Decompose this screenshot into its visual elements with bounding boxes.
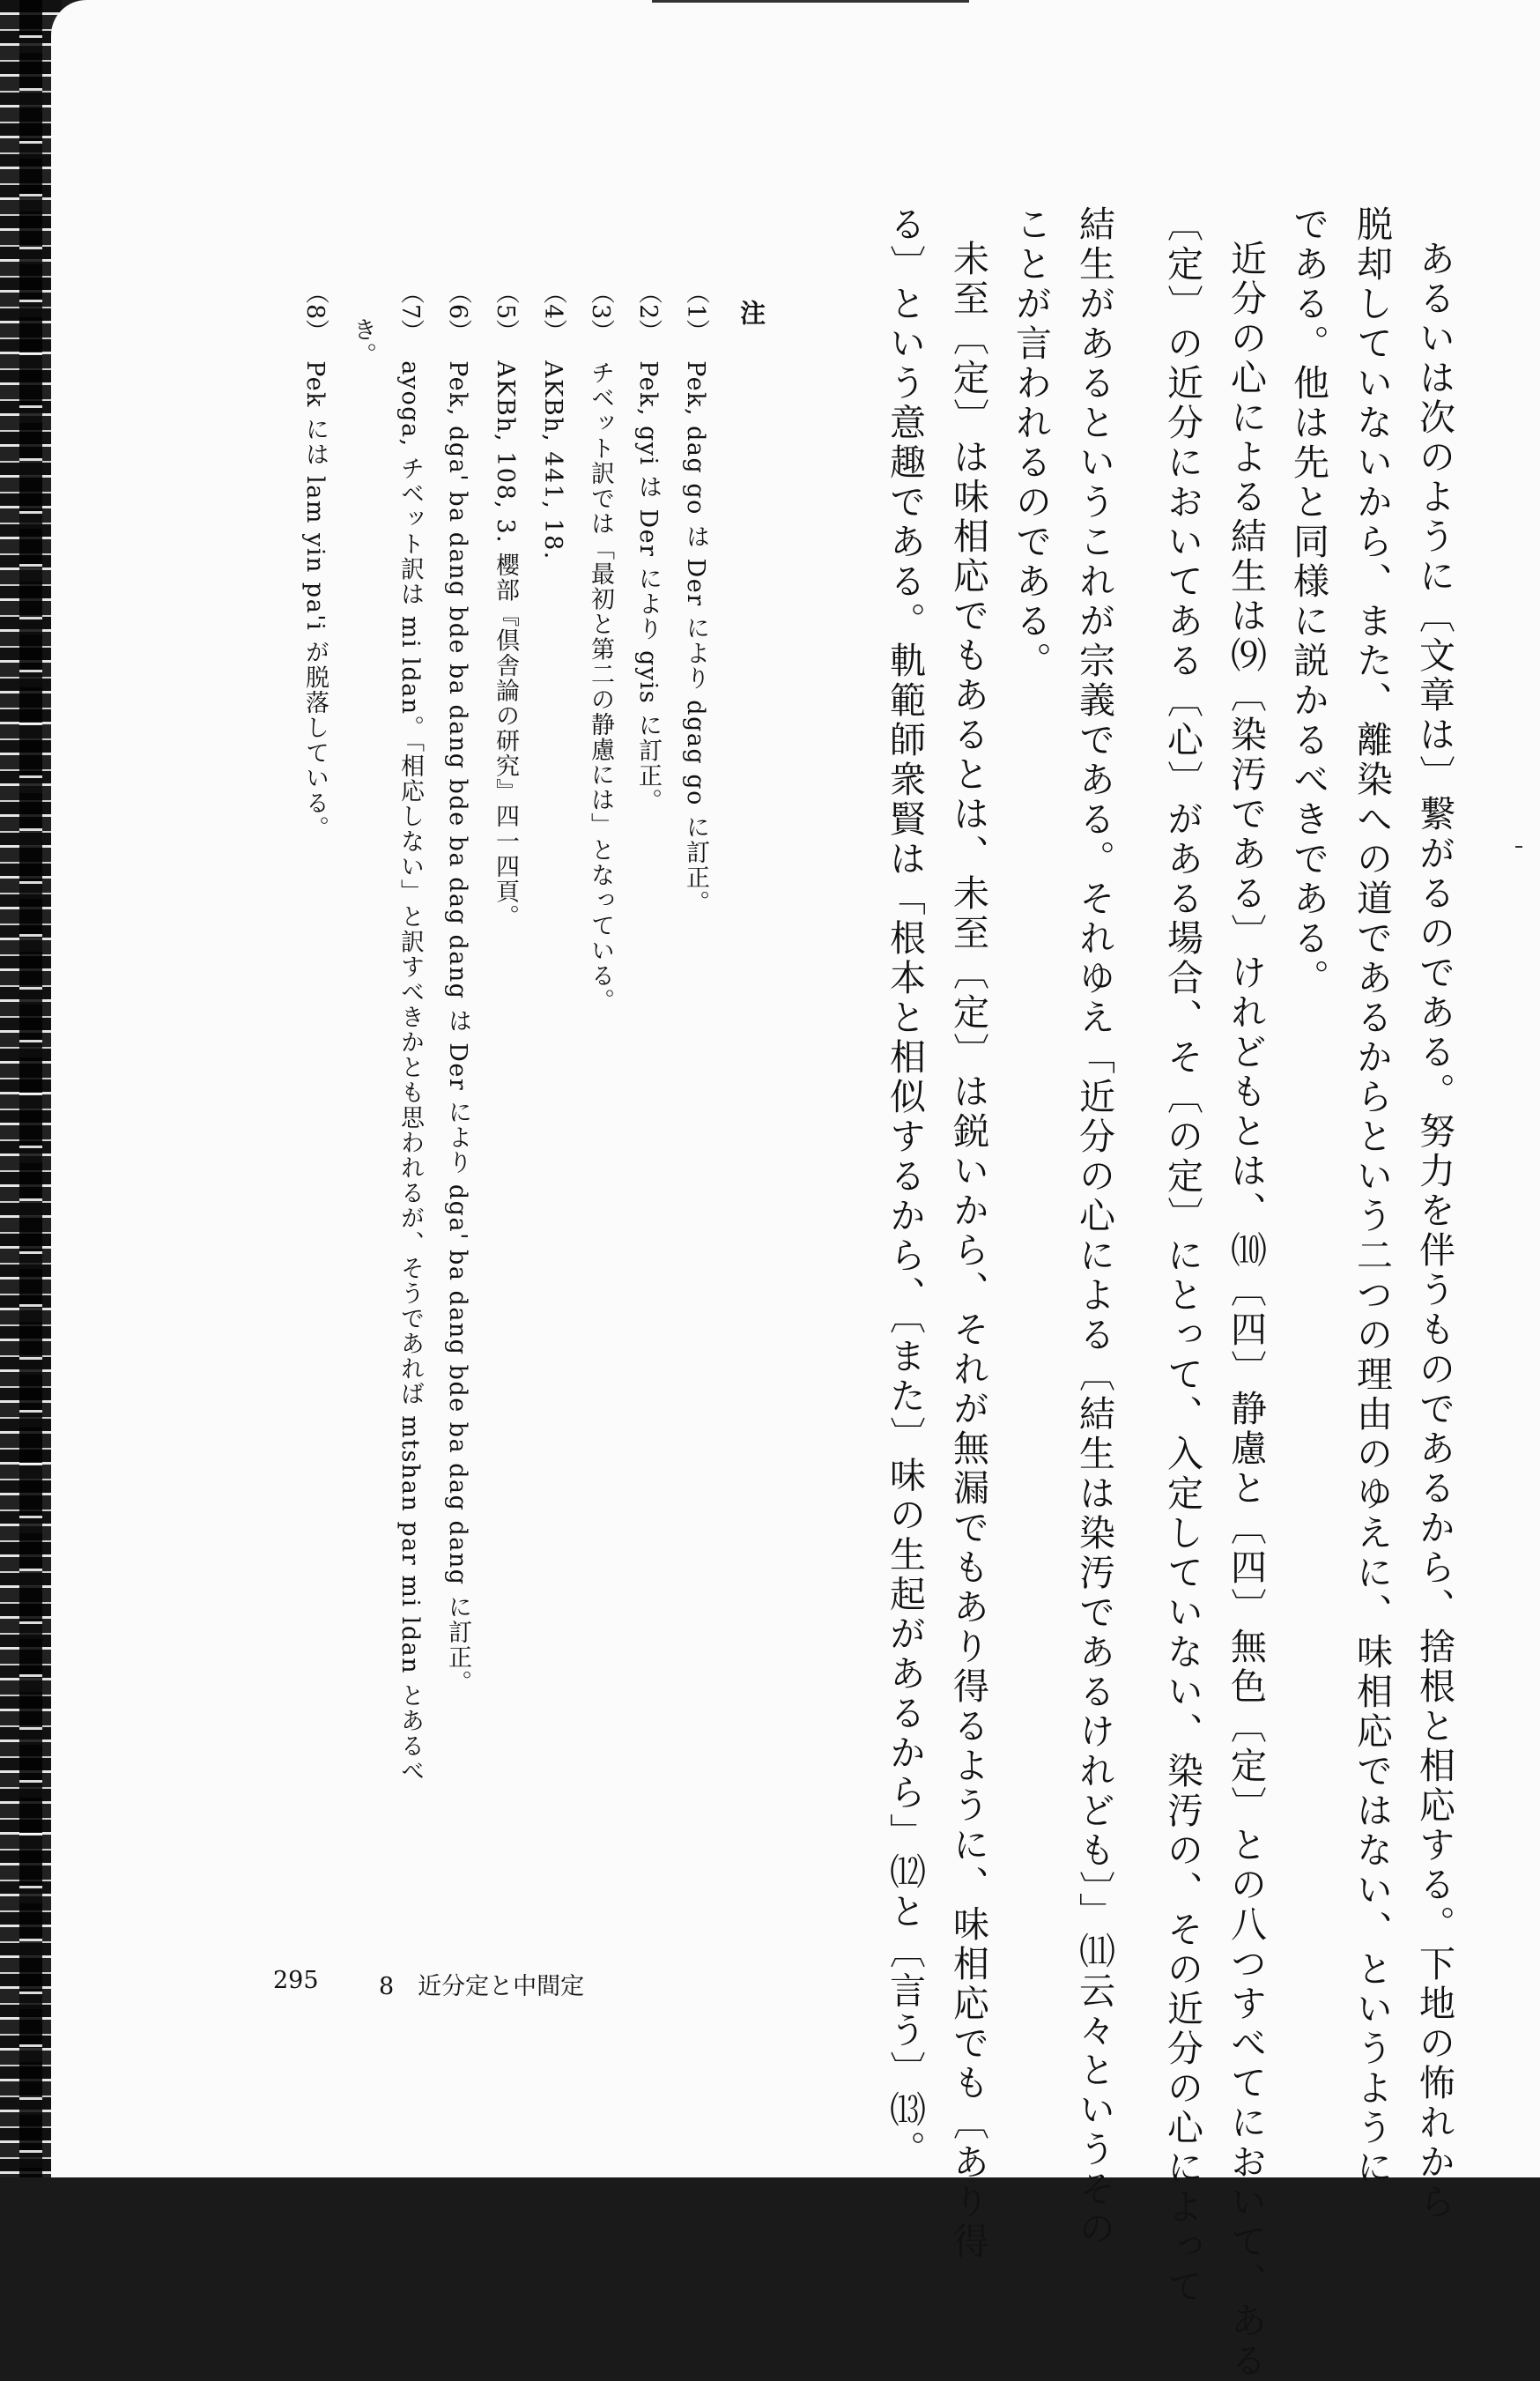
main-line-1: あるいは次のように〔文章は〕繋がるのである。努力を伴うものであるから、捨根と相応する。下地の怖れから	[1413, 240, 1455, 2222]
note-2	[636, 280, 660, 813]
note-4-text: AKBh, 441, 18.	[539, 360, 566, 560]
main-line-9: る〕という意趣である。軌範師衆賢は「根本と相似するから、〔また〕味の生起があるから」⑿と〔言う〕⒀。	[884, 205, 926, 2170]
note-7-text: ayoga, チベット訳は mi ldan。「相応しない」と訳すべきかとも思われるが、そうであれば mtshan par mi ldan とあるべ	[396, 360, 424, 1784]
main-line-3: である。他は先と同様に説かるべきである。	[1287, 205, 1329, 998]
note-6-text: Pek, dga' ba dang bde ba dang bde ba dag dang は Der により dga' ba dang bde ba dag dang に訂正。	[444, 360, 471, 1695]
notes-heading: 注	[737, 300, 766, 325]
note-8	[303, 280, 327, 841]
main-line-4: 近分の心による結生は⑼〔染汚である〕けれどもとは、⑽〔四〕静慮と〔四〕無色〔定〕との八つすべてにおいて、ある	[1225, 240, 1267, 2381]
margin-mark	[1515, 846, 1522, 864]
note-1-number: （1）	[682, 280, 709, 344]
main-line-5: 〔定〕の近分においてある〔心〕がある場合、そ〔の定〕にとって、入定していない、染汚の、その近分の心によって	[1161, 205, 1203, 2307]
note-8-number: （8）	[301, 280, 329, 344]
note-2-number: （2）	[634, 280, 662, 344]
page-number: 295	[273, 1967, 319, 1994]
note-3-number: （3）	[587, 280, 614, 344]
note-8-text: Pek には lam yin pa'i が脱落している。	[301, 360, 329, 842]
note-3-text: チベット訳では「最初と第二の静慮には」となっている。	[587, 360, 614, 1014]
note-3	[589, 280, 612, 1013]
main-line-7: ことが言われるのである。	[1010, 205, 1052, 681]
note-6	[446, 280, 470, 1695]
note-4	[541, 280, 565, 560]
note-1-text: Pek, dag go は Der により dgag go に訂正。	[682, 360, 709, 916]
note-6-number: （6）	[444, 280, 471, 344]
note-2-text: Pek, gyi は Der により gyis に訂正。	[634, 360, 662, 814]
note-7	[398, 280, 422, 1784]
top-edge-rule	[652, 0, 969, 3]
main-line-6: 結生があるというこれが宗義である。それゆえ「近分の心による〔結生は染汚であるけれども〕」⑾云々というその	[1073, 205, 1115, 2250]
note-5-number: （5）	[492, 280, 519, 344]
binding-shadow	[19, 0, 42, 2177]
main-line-2: 脱却していないから、また、離染への道であるからという二つの理由のゆえに、味相応ではない、というように	[1351, 205, 1393, 2188]
note-5-text: AKBh, 108, 3. 櫻部『倶舎論の研究』四一四頁。	[492, 360, 519, 930]
note-4-number: （4）	[539, 280, 566, 344]
note-5	[493, 280, 517, 930]
running-chapter-title: 8 近分定と中間定	[379, 1973, 585, 2000]
note-7-number: （7）	[396, 280, 424, 344]
note-7-continuation: き。	[349, 317, 376, 367]
note-1	[684, 280, 707, 916]
main-line-8: 未至〔定〕は味相応でもあるとは、未至〔定〕は鋭いから、それが無漏でもあり得るように、味相応でも〔あり得	[947, 240, 989, 2262]
